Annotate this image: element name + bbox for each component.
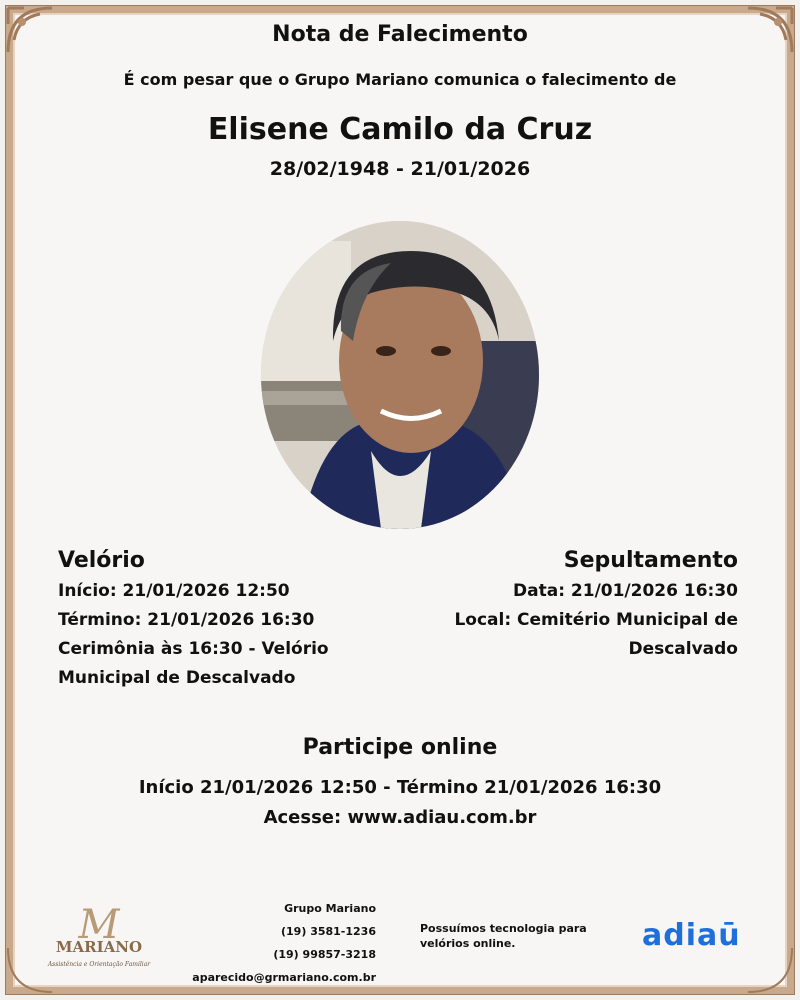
velorio-heading: Velório [58,548,145,573]
mariano-logo [44,900,154,975]
adiau-logo: adiaū [642,918,741,953]
deceased-portrait [261,221,539,529]
online-times: Início 21/01/2026 12:50 - Término 21/01/2026 16:30 [138,777,662,798]
contact-block [180,897,376,989]
velorio-line: Término: 21/01/2026 16:30 [58,610,315,630]
velorio-line: Início: 21/01/2026 12:50 [58,581,290,601]
contact-phone[interactable]: (19) 99857-3218 [273,948,376,961]
online-heading: Participe online [302,735,498,760]
velorio-section [58,548,358,693]
mariano-logo-tagline: Assistência e Orientação Familiar [47,961,151,968]
contact-phone[interactable]: (19) 3581-1236 [281,925,376,938]
page-title: Nota de Falecimento [272,22,528,47]
sepultamento-heading: Sepultamento [563,548,738,573]
velorio-line: Cerimônia às 16:30 - Velório [58,639,329,659]
contact-email[interactable]: aparecido@grmariano.com.br [192,971,376,984]
sepultamento-section [418,548,738,664]
svg-text:M: M [78,902,120,948]
sepultamento-line: Data: 21/01/2026 16:30 [513,581,738,601]
sepultamento-line: Local: Cemitério Municipal de [454,610,738,630]
tech-note: Possuímos tecnologia para velórios online. [420,922,587,950]
contact-company: Grupo Mariano [284,902,376,915]
mariano-logo-text: MARIANO [55,938,143,956]
velorio-line: Municipal de Descalvado [58,668,296,688]
sepultamento-line: Descalvado [628,639,738,659]
intro-text: É com pesar que o Grupo Mariano comunica o falecimento de [123,70,677,89]
online-access-link[interactable]: Acesse: www.adiau.com.br [263,807,537,828]
corner-ornament-icon [740,940,800,1000]
life-dates: 28/02/1948 - 21/01/2026 [269,158,531,180]
deceased-name: Elisene Camilo da Cruz [207,112,593,147]
